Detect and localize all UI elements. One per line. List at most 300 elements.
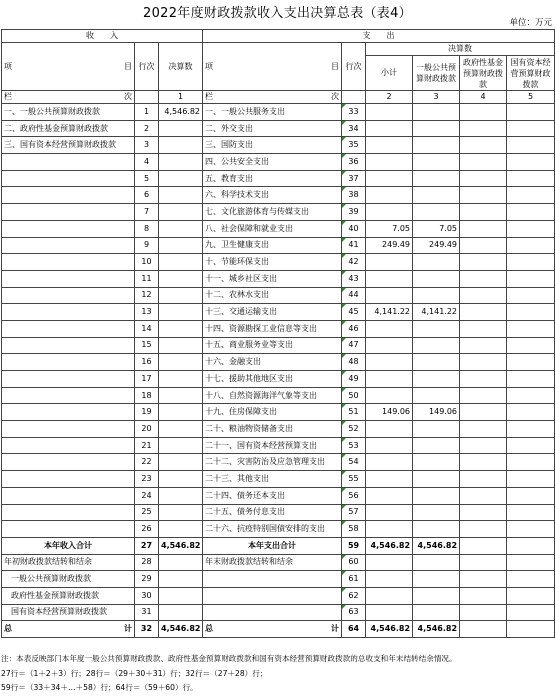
expense-gov-fund (460, 387, 507, 404)
table-row (2, 237, 555, 254)
expense-state-capital (507, 571, 555, 588)
income-row-no: 8 (135, 220, 159, 237)
expense-gov-fund (460, 304, 507, 321)
expense-item (203, 571, 342, 588)
unit-label: 单位：万元 (509, 18, 552, 28)
expense-item: 本年支出合计 (203, 537, 342, 554)
expense-general-budget (413, 437, 460, 454)
income-amount (159, 270, 203, 287)
income-row-no: 23 (135, 471, 159, 488)
income-item: 一、一般公共预算财政拨款 (2, 104, 135, 121)
expense-row-no: 59 (342, 537, 366, 554)
note-line: 注：本表反映部门本年度一般公共预算财政拨款、政府性基金预算财政拨款和国有资本经营预算财政拨款的总收支和年末结转结余情况。 (1, 654, 457, 663)
expense-subtotal (366, 354, 413, 371)
expense-subtotal (366, 254, 413, 271)
expense-subtotal (366, 554, 413, 571)
expense-general-budget (413, 137, 460, 154)
income-item (2, 287, 135, 304)
table-row (2, 521, 555, 538)
expense-row-no: 60 (342, 554, 366, 571)
expense-gov-fund (460, 237, 507, 254)
expense-settled-header: 决算数 (366, 43, 555, 56)
income-amount (159, 154, 203, 171)
expense-state-capital (507, 254, 555, 271)
expense-subtotal (366, 270, 413, 287)
expense-gov-fund (460, 104, 507, 121)
expense-general-budget (413, 454, 460, 471)
income-amount (159, 237, 203, 254)
income-row-no: 19 (135, 404, 159, 421)
expense-subtotal (366, 504, 413, 521)
income-amount: 4,546.82 (159, 621, 203, 638)
subtotal-header: 小计 (366, 56, 413, 91)
expense-subtotal: 249.49 (366, 237, 413, 254)
expense-gov-fund (460, 254, 507, 271)
table-row (2, 137, 555, 154)
expense-state-capital (507, 554, 555, 571)
expense-item: 二、外交支出 (203, 120, 342, 137)
income-item (2, 187, 135, 204)
expense-general-budget (413, 287, 460, 304)
table-row (2, 354, 555, 371)
expense-general-budget (413, 521, 460, 538)
expense-gov-fund (460, 621, 507, 638)
expense-state-capital (507, 270, 555, 287)
expense-row-no: 33 (342, 104, 366, 121)
income-item: 年初财政拨款结转和结余 (2, 554, 135, 571)
col-num-2: 2 (366, 91, 413, 104)
table-row (2, 571, 555, 588)
expense-row-no: 49 (342, 371, 366, 388)
expense-general-budget: 4,546.82 (413, 537, 460, 554)
expense-gov-fund (460, 137, 507, 154)
expense-row-no: 40 (342, 220, 366, 237)
expense-item: 二十四、债务还本支出 (203, 487, 342, 504)
expense-general-budget (413, 504, 460, 521)
expense-item: 五、教育支出 (203, 170, 342, 187)
expense-general-budget (413, 354, 460, 371)
income-row-no: 15 (135, 337, 159, 354)
expense-row-no: 50 (342, 387, 366, 404)
expense-item: 十一、城乡社区支出 (203, 270, 342, 287)
income-amount (159, 304, 203, 321)
expense-row-no: 45 (342, 304, 366, 321)
expense-state-capital (507, 320, 555, 337)
table-row (2, 204, 555, 221)
expense-general-budget (413, 554, 460, 571)
table-row (2, 437, 555, 454)
expense-state-capital (507, 304, 555, 321)
expense-general-budget (413, 104, 460, 121)
expense-subtotal: 4,546.82 (366, 621, 413, 638)
general-budget-header: 一般公共预算财政拨款 (413, 56, 460, 91)
income-amount (159, 571, 203, 588)
income-row-no: 12 (135, 287, 159, 304)
income-row-no: 16 (135, 354, 159, 371)
expense-row-no: 44 (342, 287, 366, 304)
income-row-no: 7 (135, 204, 159, 221)
expense-general-budget (413, 337, 460, 354)
expense-state-capital (507, 104, 555, 121)
income-item (2, 304, 135, 321)
income-amount (159, 437, 203, 454)
expense-state-capital (507, 187, 555, 204)
expense-row-no: 63 (342, 604, 366, 621)
table-row (2, 454, 555, 471)
expense-section-header: 支 出 (203, 30, 555, 43)
income-amount (159, 354, 203, 371)
expense-item: 十三、交通运输支出 (203, 304, 342, 321)
expense-gov-fund (460, 170, 507, 187)
expense-general-budget (413, 604, 460, 621)
expense-state-capital (507, 287, 555, 304)
expense-subtotal (366, 120, 413, 137)
income-item (2, 421, 135, 438)
expense-row-no: 55 (342, 471, 366, 488)
expense-gov-fund (460, 421, 507, 438)
expense-item: 年末财政拨款结转和结余 (203, 554, 342, 571)
expense-gov-fund (460, 404, 507, 421)
expense-subtotal: 4,546.82 (366, 537, 413, 554)
income-row-no: 2 (135, 120, 159, 137)
expense-gov-fund (460, 120, 507, 137)
expense-gov-fund (460, 337, 507, 354)
expense-subtotal (366, 371, 413, 388)
expense-row-no: 43 (342, 270, 366, 287)
income-item (2, 354, 135, 371)
expense-state-capital (507, 154, 555, 171)
income-amount-header: 决算数 (159, 43, 203, 91)
income-item (2, 254, 135, 271)
expense-row-no: 39 (342, 204, 366, 221)
expense-item: 十七、援助其他地区支出 (203, 371, 342, 388)
income-item (2, 454, 135, 471)
expense-row-no: 46 (342, 320, 366, 337)
report-table (1, 29, 555, 638)
expense-item: 二十六、抗疫特别国债安排的支出 (203, 521, 342, 538)
income-row-no: 10 (135, 254, 159, 271)
expense-subtotal (366, 437, 413, 454)
table-row (2, 387, 555, 404)
expense-item: 九、卫生健康支出 (203, 237, 342, 254)
expense-gov-fund (460, 571, 507, 588)
expense-item: 二十一、国有资本经营预算支出 (203, 437, 342, 454)
expense-item: 十八、自然资源海洋气象等支出 (203, 387, 342, 404)
income-row-no: 32 (135, 621, 159, 638)
expense-state-capital (507, 404, 555, 421)
expense-gov-fund (460, 371, 507, 388)
table-row (2, 154, 555, 171)
income-item (2, 320, 135, 337)
expense-row-no: 54 (342, 454, 366, 471)
expense-item: 八、社会保障和就业支出 (203, 220, 342, 237)
expense-subtotal (366, 287, 413, 304)
expense-state-capital (507, 337, 555, 354)
expense-item: 四、公共安全支出 (203, 154, 342, 171)
col-num-5: 5 (507, 91, 555, 104)
expense-general-budget (413, 320, 460, 337)
expense-row-no: 41 (342, 237, 366, 254)
expense-row-no: 37 (342, 170, 366, 187)
expense-subtotal: 4,141.22 (366, 304, 413, 321)
expense-state-capital (507, 604, 555, 621)
col-num-4: 4 (460, 91, 507, 104)
col-num-3: 3 (413, 91, 460, 104)
income-amount (159, 371, 203, 388)
expense-item: 二十三、其他支出 (203, 471, 342, 488)
expense-general-budget (413, 120, 460, 137)
income-row-no: 5 (135, 170, 159, 187)
income-amount (159, 471, 203, 488)
income-item (2, 154, 135, 171)
expense-state-capital (507, 237, 555, 254)
expense-row-no: 53 (342, 437, 366, 454)
expense-gov-fund (460, 187, 507, 204)
income-amount (159, 587, 203, 604)
income-amount: 4,546.82 (159, 537, 203, 554)
expense-state-capital (507, 220, 555, 237)
expense-gov-fund (460, 354, 507, 371)
expense-subtotal (366, 104, 413, 121)
expense-row-no: 52 (342, 421, 366, 438)
income-row-no: 29 (135, 571, 159, 588)
table-row (2, 504, 555, 521)
expense-general-budget (413, 571, 460, 588)
income-item: 三、国有资本经营预算财政拨款 (2, 137, 135, 154)
expense-general-budget (413, 471, 460, 488)
expense-subtotal (366, 337, 413, 354)
income-item: 一般公共预算财政拨款 (2, 571, 135, 588)
expense-subtotal: 7.05 (366, 220, 413, 237)
expense-state-capital (507, 487, 555, 504)
income-amount (159, 337, 203, 354)
table-row (2, 487, 555, 504)
expense-gov-fund (460, 587, 507, 604)
expense-item: 总 计 (203, 621, 342, 638)
col-num-1: 1 (159, 91, 203, 104)
expense-subtotal (366, 587, 413, 604)
expense-gov-fund (460, 554, 507, 571)
income-section-header: 收 入 (2, 30, 203, 43)
income-item (2, 437, 135, 454)
table-row (2, 304, 555, 321)
expense-gov-fund (460, 454, 507, 471)
expense-state-capital (507, 471, 555, 488)
expense-item: 二十五、债务付息支出 (203, 504, 342, 521)
expense-row-no: 36 (342, 154, 366, 171)
expense-state-capital (507, 621, 555, 638)
income-amount (159, 137, 203, 154)
expense-subtotal (366, 320, 413, 337)
expense-subtotal (366, 471, 413, 488)
expense-item: 十六、金融支出 (203, 354, 342, 371)
expense-subtotal (366, 571, 413, 588)
expense-item (203, 587, 342, 604)
table-row (2, 587, 555, 604)
expense-row-no: 61 (342, 571, 366, 588)
expense-state-capital (507, 437, 555, 454)
income-item (2, 504, 135, 521)
table-row (2, 371, 555, 388)
income-amount (159, 320, 203, 337)
expense-subtotal (366, 387, 413, 404)
expense-row-no: 56 (342, 487, 366, 504)
income-amount (159, 220, 203, 237)
note-line: 27行＝（1＋2＋3）行；28行＝（29＋30＋31）行；32行＝（27＋28）行； (1, 668, 268, 678)
expense-general-budget: 4,546.82 (413, 621, 460, 638)
expense-row-no: 48 (342, 354, 366, 371)
expense-subtotal (366, 154, 413, 171)
table-row (2, 421, 555, 438)
expense-item (203, 604, 342, 621)
report-title: 2022年度财政拨款收入支出决算总表（表4） (143, 6, 412, 21)
income-row-no: 31 (135, 604, 159, 621)
expense-row-no: 47 (342, 337, 366, 354)
expense-general-budget (413, 587, 460, 604)
income-item (2, 521, 135, 538)
table-row (2, 554, 555, 571)
expense-gov-fund (460, 154, 507, 171)
income-amount (159, 387, 203, 404)
expense-item: 一、一般公共服务支出 (203, 104, 342, 121)
expense-general-budget (413, 371, 460, 388)
expense-general-budget: 7.05 (413, 220, 460, 237)
state-capital-header: 国有资本经营预算财政拨款 (507, 56, 555, 91)
expense-state-capital (507, 521, 555, 538)
expense-gov-fund (460, 320, 507, 337)
income-row-no: 27 (135, 537, 159, 554)
income-amount (159, 120, 203, 137)
income-amount (159, 504, 203, 521)
table-row (2, 604, 555, 621)
expense-state-capital (507, 170, 555, 187)
expense-gov-fund (460, 437, 507, 454)
expense-item: 二十、粮油物资储备支出 (203, 421, 342, 438)
expense-general-budget (413, 487, 460, 504)
expense-item: 三、国防支出 (203, 137, 342, 154)
col-label-right: 栏 次 (203, 91, 342, 104)
income-item (2, 387, 135, 404)
income-amount (159, 487, 203, 504)
table-row (2, 621, 555, 638)
expense-item: 十、节能环保支出 (203, 254, 342, 271)
income-item-header: 项 目 (2, 43, 135, 91)
income-amount (159, 170, 203, 187)
expense-row-no: 51 (342, 404, 366, 421)
income-item (2, 220, 135, 237)
income-row-no: 13 (135, 304, 159, 321)
income-amount (159, 454, 203, 471)
income-amount (159, 187, 203, 204)
income-row-no: 22 (135, 454, 159, 471)
table-row (2, 471, 555, 488)
expense-general-budget (413, 204, 460, 221)
income-item: 国有资本经营预算财政拨款 (2, 604, 135, 621)
expense-gov-fund (460, 521, 507, 538)
income-row-no: 18 (135, 387, 159, 404)
table-row (2, 270, 555, 287)
expense-state-capital (507, 587, 555, 604)
expense-gov-fund (460, 204, 507, 221)
income-item (2, 487, 135, 504)
expense-row-no: 38 (342, 187, 366, 204)
expense-general-budget (413, 187, 460, 204)
expense-item: 十二、农林水支出 (203, 287, 342, 304)
income-amount (159, 254, 203, 271)
income-item: 本年收入合计 (2, 537, 135, 554)
expense-gov-fund (460, 487, 507, 504)
income-row-no: 11 (135, 270, 159, 287)
expense-row-no: 64 (342, 621, 366, 638)
expense-general-budget: 4,141.22 (413, 304, 460, 321)
expense-item-header: 项 目 (203, 43, 342, 91)
income-amount (159, 521, 203, 538)
expense-item: 七、文化旅游体育与传媒支出 (203, 204, 342, 221)
income-row-no-header: 行次 (135, 43, 159, 91)
expense-row-no: 58 (342, 521, 366, 538)
note-line: 59行＝（33＋34＋…＋58）行；64行＝（59＋60）行。 (1, 683, 198, 692)
expense-state-capital (507, 120, 555, 137)
table-row (2, 170, 555, 187)
income-row-no: 1 (135, 104, 159, 121)
expense-row-no: 42 (342, 254, 366, 271)
income-row-no: 21 (135, 437, 159, 454)
expense-gov-fund (460, 471, 507, 488)
expense-general-budget (413, 387, 460, 404)
expense-subtotal (366, 187, 413, 204)
income-row-no: 14 (135, 320, 159, 337)
table-row (2, 187, 555, 204)
expense-gov-fund (460, 287, 507, 304)
expense-state-capital (507, 421, 555, 438)
table-row (2, 537, 555, 554)
income-item (2, 170, 135, 187)
income-item (2, 237, 135, 254)
gov-fund-header: 政府性基金预算财政拨款 (460, 56, 507, 91)
income-row-no: 4 (135, 154, 159, 171)
expense-row-no: 57 (342, 504, 366, 521)
expense-subtotal: 149.06 (366, 404, 413, 421)
income-item: 二、政府性基金预算财政拨款 (2, 120, 135, 137)
income-item (2, 270, 135, 287)
income-amount (159, 204, 203, 221)
income-row-no: 30 (135, 587, 159, 604)
income-row-no: 3 (135, 137, 159, 154)
expense-subtotal (366, 521, 413, 538)
table-row (2, 220, 555, 237)
income-amount: 4,546.82 (159, 104, 203, 121)
expense-row-no: 62 (342, 587, 366, 604)
income-amount (159, 421, 203, 438)
expense-subtotal (366, 204, 413, 221)
expense-general-budget (413, 254, 460, 271)
expense-gov-fund (460, 537, 507, 554)
expense-gov-fund (460, 270, 507, 287)
expense-row-no-header: 行次 (342, 43, 366, 91)
table-row (2, 320, 555, 337)
table-row (2, 120, 555, 137)
income-item (2, 337, 135, 354)
table-row (2, 287, 555, 304)
expense-state-capital (507, 454, 555, 471)
income-row-no: 26 (135, 521, 159, 538)
expense-gov-fund (460, 504, 507, 521)
income-item (2, 371, 135, 388)
expense-state-capital (507, 371, 555, 388)
income-row-no: 9 (135, 237, 159, 254)
expense-subtotal (366, 137, 413, 154)
expense-item: 六、科学技术支出 (203, 187, 342, 204)
